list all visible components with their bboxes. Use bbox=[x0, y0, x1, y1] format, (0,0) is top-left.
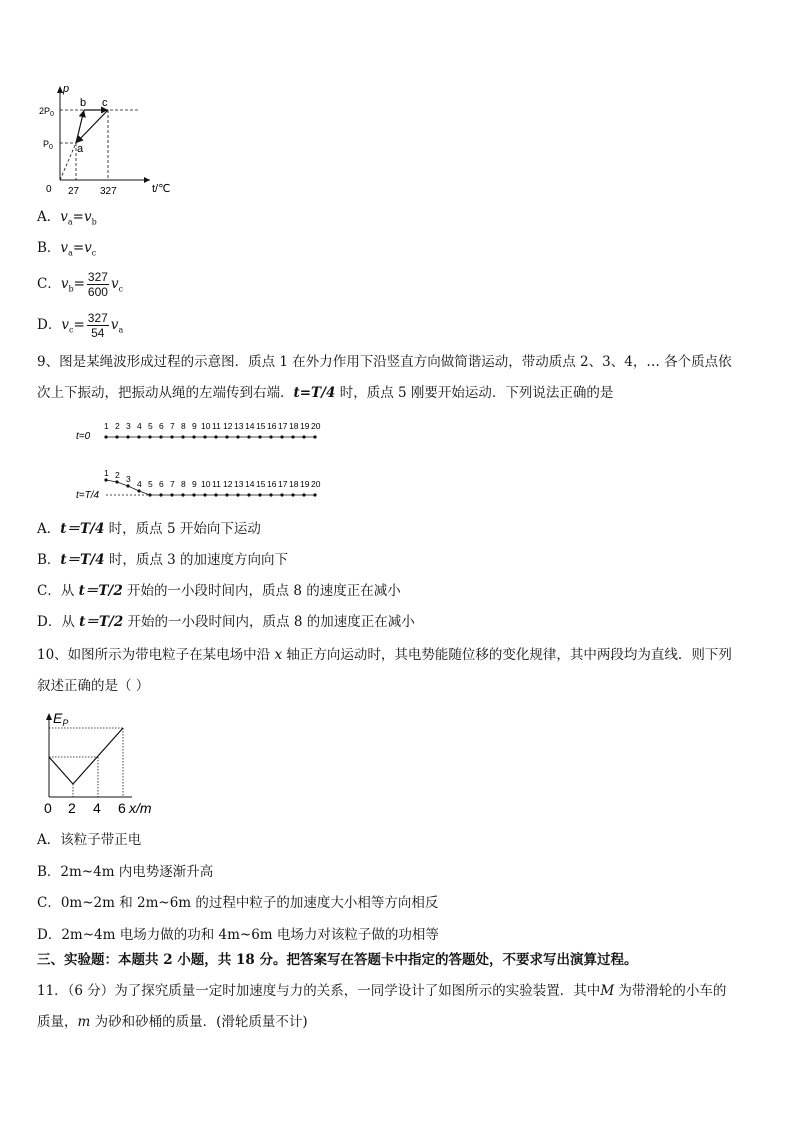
q10-stem-line1: 10、如图所示为带电粒子在某电场中沿 x 轴正方向运动时，其电势能随位移的变化规律，其中两段均为直线．则下列 bbox=[37, 647, 732, 663]
rope-particle-t-quarter bbox=[225, 493, 228, 496]
rope-particle-t0 bbox=[126, 435, 129, 438]
rope-number-t0: 16 bbox=[267, 421, 277, 431]
rope-particle-t0 bbox=[159, 435, 162, 438]
rope-particle-t-quarter bbox=[181, 493, 184, 496]
rope-particle-t0 bbox=[247, 435, 250, 438]
ep-x-graph-figure bbox=[37, 707, 177, 819]
rope-number-t0: 7 bbox=[170, 421, 175, 431]
q10-option-b[interactable]: B．2m~4m 内电势逐渐升高 bbox=[37, 864, 214, 880]
rope-particle-t-quarter bbox=[104, 478, 107, 481]
rope-number-t-quarter: 15 bbox=[256, 479, 266, 489]
x-axis-label: x/m bbox=[129, 800, 152, 816]
rope-number-t0: 4 bbox=[137, 421, 142, 431]
rope-number-t-quarter: 20 bbox=[311, 479, 321, 489]
q9-option-c[interactable]: C．从 t＝T/2 开始的一小段时间内，质点 8 的速度正在减小 bbox=[37, 583, 401, 599]
x-tick-6: 6 bbox=[118, 800, 126, 816]
rope-particle-t0 bbox=[148, 435, 151, 438]
origin-label: 0 bbox=[46, 184, 52, 195]
rope-particle-t0 bbox=[225, 435, 228, 438]
q10-option-d[interactable]: D．2m~4m 电场力做的功和 4m~6m 电场力对该粒子做的功相等 bbox=[37, 927, 439, 943]
rope-row-t0 bbox=[104, 421, 321, 439]
q10-stem-line2: 叙述正确的是（ ） bbox=[37, 678, 150, 694]
rope-particle-t-quarter bbox=[137, 489, 140, 492]
rope-particle-t0 bbox=[214, 435, 217, 438]
rope-number-t0: 2 bbox=[115, 421, 120, 431]
rope-particle-t0 bbox=[269, 435, 272, 438]
rope-particle-t-quarter bbox=[126, 484, 129, 487]
rope-particle-t-quarter bbox=[302, 493, 305, 496]
rope-particle-t-quarter bbox=[214, 493, 217, 496]
rope-number-t0: 8 bbox=[181, 421, 186, 431]
rope-particle-t0 bbox=[181, 435, 184, 438]
y-2p0: $2P_0$ bbox=[39, 106, 54, 118]
rope-number-t-quarter: 16 bbox=[267, 479, 277, 489]
rope-number-t0: 5 bbox=[148, 421, 153, 431]
rope-particle-t-quarter bbox=[280, 493, 283, 496]
fraction-327-600: $\frac{327}{600}$ bbox=[87, 270, 108, 299]
rope-number-t0: 17 bbox=[278, 421, 288, 431]
rope-number-t-quarter: 19 bbox=[300, 479, 310, 489]
rope-number-t-quarter: 12 bbox=[223, 479, 233, 489]
rope-number-t0: 15 bbox=[256, 421, 266, 431]
rope-particle-t-quarter bbox=[192, 493, 195, 496]
t-quarter-label: t=T/4 bbox=[76, 490, 100, 501]
rope-particle-t0 bbox=[258, 435, 261, 438]
rope-particle-t-quarter bbox=[247, 493, 250, 496]
section-3-heading: 三、实验题：本题共 2 小题，共 18 分。把答案写在答题卡中指定的答题处，不要求写出演算过程。 bbox=[37, 952, 638, 968]
process-c-a bbox=[76, 110, 108, 143]
ep-axis-label: $E_P$ bbox=[53, 710, 69, 728]
q11-stem-line2: 质量，m 为砂和砂桶的质量．(滑轮质量不计) bbox=[37, 1014, 308, 1030]
rope-number-t-quarter: 18 bbox=[289, 479, 299, 489]
rope-particle-t-quarter bbox=[291, 493, 294, 496]
rope-number-t0: 6 bbox=[159, 421, 164, 431]
rope-number-t0: 18 bbox=[289, 421, 299, 431]
rope-number-t0: 13 bbox=[234, 421, 244, 431]
rope-number-t0: 20 bbox=[311, 421, 321, 431]
p-axis-label: p bbox=[63, 83, 70, 95]
rope-particle-t0 bbox=[115, 435, 118, 438]
q9-option-d[interactable]: D．从 t＝T/2 开始的一小段时间内，质点 8 的加速度正在减小 bbox=[37, 614, 415, 630]
rope-particle-t0 bbox=[291, 435, 294, 438]
rope-particle-t0 bbox=[192, 435, 195, 438]
rope-particle-t-quarter bbox=[170, 493, 173, 496]
rope-particle-t-quarter bbox=[148, 493, 151, 496]
x-tick-4: 4 bbox=[93, 800, 101, 816]
q9-option-b[interactable]: B．t＝T/4 时，质点 3 的加速度方向向下 bbox=[37, 552, 288, 568]
rope-number-t-quarter: 2 bbox=[115, 470, 120, 480]
rope-number-t-quarter: 1 bbox=[104, 468, 109, 478]
t-axis-label: t/℃ bbox=[152, 183, 171, 195]
rope-number-t-quarter: 3 bbox=[126, 474, 131, 484]
rope-particle-t-quarter bbox=[236, 493, 239, 496]
point-c: c bbox=[102, 97, 108, 109]
rope-row-t-quarter bbox=[104, 468, 321, 497]
q8-option-b[interactable]: B．$v_a=v_c$ bbox=[37, 240, 97, 258]
rope-particle-t-quarter bbox=[258, 493, 261, 496]
q9-stem-line1: 9、图是某绳波形成过程的示意图．质点 1 在外力作用下沿竖直方向做简谐运动，带动质点 2、3、4，… 各个质点依 bbox=[37, 354, 732, 370]
rope-particle-t-quarter bbox=[313, 493, 316, 496]
rope-number-t-quarter: 11 bbox=[212, 479, 221, 489]
rope-number-t0: 14 bbox=[245, 421, 255, 431]
rope-particle-t-quarter bbox=[269, 493, 272, 496]
ep-curve bbox=[49, 728, 123, 784]
rope-particle-t0 bbox=[170, 435, 173, 438]
rope-number-t0: 10 bbox=[201, 421, 211, 431]
q9-stem-line2: 次上下振动，把振动从绳的左端传到右端．t=T/4 时，质点 5 刚要开始运动．下列说法正确的是 bbox=[37, 385, 614, 401]
pt-graph-figure bbox=[38, 80, 188, 198]
y-p0: $P_0$ bbox=[43, 139, 53, 151]
rope-particle-t-quarter bbox=[159, 493, 162, 496]
q8-option-d[interactable]: D．$v_c=$ $\frac{327}{54}$ $v_a$ bbox=[37, 311, 124, 340]
rope-wave-figure bbox=[76, 415, 336, 507]
rope-number-t-quarter: 5 bbox=[148, 479, 153, 489]
t1-label: 27 bbox=[68, 186, 80, 197]
rope-number-t-quarter: 7 bbox=[170, 479, 175, 489]
rope-particle-t0 bbox=[203, 435, 206, 438]
q10-option-a[interactable]: A．该粒子带正电 bbox=[37, 832, 142, 848]
q10-option-c[interactable]: C．0m~2m 和 2m~6m 的过程中粒子的加速度大小相等方向相反 bbox=[37, 895, 439, 911]
q8-option-c[interactable]: C．$v_b=$ $\frac{327}{600}$ $v_c$ bbox=[37, 270, 124, 299]
rope-particle-t0 bbox=[313, 435, 316, 438]
rope-number-t-quarter: 14 bbox=[245, 479, 255, 489]
rope-particle-t0 bbox=[236, 435, 239, 438]
point-b: b bbox=[80, 97, 87, 109]
rope-particle-t0 bbox=[280, 435, 283, 438]
x-tick-2: 2 bbox=[68, 800, 76, 816]
rope-particle-t0 bbox=[137, 435, 140, 438]
rope-number-t-quarter: 13 bbox=[234, 479, 244, 489]
t0-label: t=0 bbox=[76, 431, 91, 442]
rope-particle-t0 bbox=[302, 435, 305, 438]
x-tick-0: 0 bbox=[44, 800, 52, 816]
point-a: a bbox=[77, 143, 84, 155]
rope-number-t0: 11 bbox=[212, 421, 221, 431]
rope-number-t0: 3 bbox=[126, 421, 131, 431]
q8-option-a[interactable]: A．$v_a=v_b$ bbox=[37, 209, 97, 227]
rope-number-t0: 1 bbox=[104, 421, 109, 431]
rope-number-t0: 19 bbox=[300, 421, 310, 431]
rope-number-t-quarter: 17 bbox=[278, 479, 288, 489]
rope-number-t-quarter: 9 bbox=[192, 479, 197, 489]
rope-particle-t-quarter bbox=[115, 480, 118, 483]
rope-number-t-quarter: 4 bbox=[137, 479, 142, 489]
rope-number-t0: 9 bbox=[192, 421, 197, 431]
q9-option-a[interactable]: A．t＝T/4 时，质点 5 开始向下运动 bbox=[37, 521, 261, 537]
t2-label: 327 bbox=[100, 186, 117, 197]
rope-number-t0: 12 bbox=[223, 421, 233, 431]
q11-stem-line1: 11．（6 分）为了探究质量一定时加速度与力的关系，一同学设计了如图所示的实验装置．其中M 为带滑轮的小车的 bbox=[37, 983, 727, 999]
rope-particle-t0 bbox=[104, 435, 107, 438]
rope-number-t-quarter: 6 bbox=[159, 479, 164, 489]
rope-number-t-quarter: 8 bbox=[181, 479, 186, 489]
rope-number-t-quarter: 10 bbox=[201, 479, 211, 489]
fraction-327-54: $\frac{327}{54}$ bbox=[87, 311, 108, 340]
rope-particle-t-quarter bbox=[203, 493, 206, 496]
